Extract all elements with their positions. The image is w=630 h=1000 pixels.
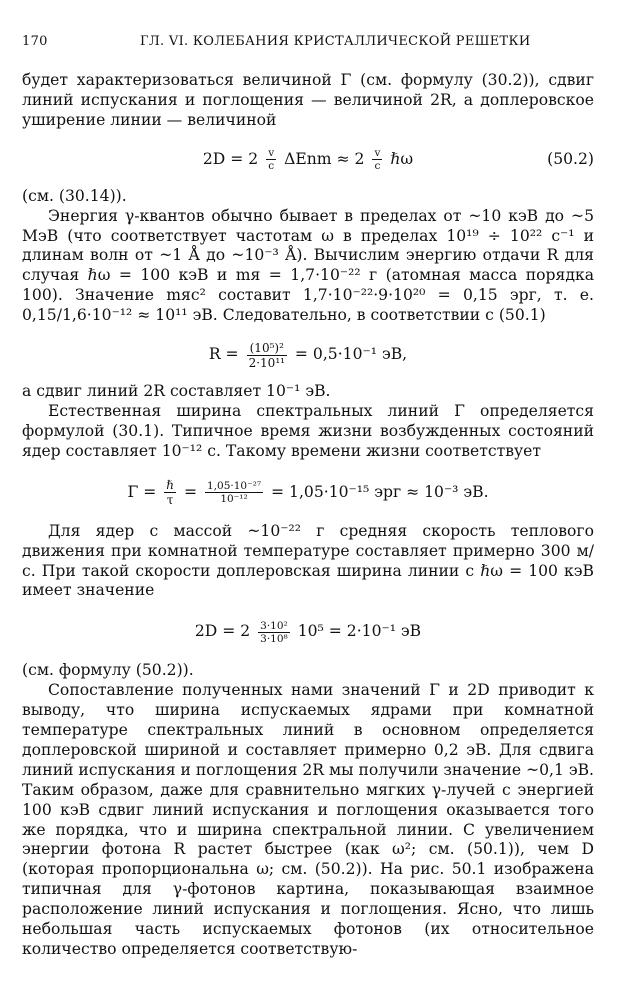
running-header [22, 34, 600, 54]
equation-doppler [22, 609, 594, 653]
equation-number: (50.2) [547, 149, 594, 168]
paragraph-5: Естественная ширина спектральных линий Γ определяется формулой (30.1). Типичное время жизни возбужденных состояний ядер составляет 10⁻¹² с. Такому времени жизни соответствует [22, 401, 594, 460]
eq-r-fraction [247, 341, 287, 370]
paragraph-1: будет характеризоваться величиной Γ (см. формулу (30.2)), сдвиг линий испускания и поглощения — величиной 2R, а доплеровское уширение линии — величиной [22, 71, 594, 129]
eq-g-f1-num: ℏ [166, 478, 174, 493]
paragraph-4: а сдвиг линий 2R составляет 10⁻¹ эВ. [22, 382, 331, 401]
eq-50-2-rhs: ℏω [390, 149, 414, 168]
eq-r-rhs: = 0,5·10⁻¹ эВ, [294, 345, 408, 364]
eq-g-f2-den: 10⁻¹² [220, 493, 248, 506]
eq-50-2-mid: ΔEnm ≈ 2 [284, 149, 365, 168]
paragraph-8: Сопоставление полученных нами значений Γ и 2D приводит к выводу, что ширина испускаемых ядрами при комнатной температуре спектральных линий в основном определяется доплеровской шириной и составляет примерно 0,2 эВ. Для сдвига линий испускания и поглощения 2R мы получили значение ~0,1 эВ. Таким образом, даже для сравнительно мягких γ-лучей с энергией 100 кэВ сдвиг линий испускания и поглощения оказывается того же порядка, что и ширина спектральной линии. С увеличением энергии фотона R растет быстрее (как ω²; см. (50.1)), чем D (которая пропорциональна ω; см. (50.2)). На рис. 50.1 изображена типичная для γ-фотонов картина, показывающая взаимное расположение линий испускания и поглощения. Ясно, что лишь небольшая часть испускаемых фотонов (их относительное количество определяется соответствую- [22, 681, 595, 958]
eq-50-2-frac1-den: c [268, 160, 275, 173]
eq-g-fraction-1 [164, 478, 176, 507]
eq-50-2-frac1-num: v [268, 147, 275, 160]
eq-d-fraction [258, 620, 290, 645]
paragraph-2: (см. (30.14)). [22, 186, 127, 205]
eq-r-lhs: R = [208, 345, 239, 364]
eq-50-2-fraction-1 [266, 147, 276, 172]
page-number: 170 [22, 34, 48, 49]
paragraph-3: Энергия γ-квантов обычно бывает в пределах от ~10 кэВ до ~5 МэВ (что соответствует частотам ω в пределах 10¹⁹ ÷ 10²² с⁻¹ и длинам волн от ~1 Å до ~10⁻³ Å). Вычислим энергию отдачи R для случая ℏω = 100 кэВ и mя = 1,7·10⁻²² г (атомная масса порядка 100). Значение mяc² составит 1,7·10⁻²²·9·10²⁰ = 0,15 эрг, т. е. 0,15/1,6·10⁻¹² ≈ 10¹¹ эВ. Следовательно, в соответствии с (50.1) [22, 206, 594, 325]
eq-d-rhs: 10⁵ = 2·10⁻¹ эВ [297, 622, 422, 641]
equation-50-2 [22, 139, 594, 179]
eq-50-2-frac2-den: c [374, 160, 381, 173]
eq-g-lhs: Γ = [127, 482, 157, 501]
eq-d-den: 3·10⁸ [260, 632, 288, 645]
page-body [22, 71, 594, 960]
eq-g-fraction-2 [205, 480, 263, 505]
eq-r-num: (10⁵)² [247, 341, 287, 356]
eq-d-num: 3·10² [260, 619, 288, 632]
eq-g-f1-den: τ [166, 493, 174, 508]
eq-d-lhs: 2D = 2 [194, 622, 251, 641]
paragraph-7: (см. формулу (50.2)). [22, 661, 194, 680]
eq-50-2-frac2-num: v [374, 147, 381, 160]
eq-r-den: 2·10¹¹ [248, 355, 285, 370]
paragraph-6: Для ядер с массой ~10⁻²² г средняя скорость теплового движения при комнатной температуре составляет примерно 300 м/с. При такой скорости доплеровская ширина линии с ℏω = 100 кэВ имеет значение [22, 521, 594, 600]
equation-recoil [22, 334, 594, 374]
eq-g-f2-num: 1,05·10⁻²⁷ [207, 480, 262, 493]
eq-50-2-fraction-2 [372, 147, 382, 172]
chapter-title: ГЛ. VI. КОЛЕБАНИЯ КРИСТАЛЛИЧЕСКОЙ РЕШЕТКИ [140, 34, 531, 49]
eq-g-equals: = [183, 482, 198, 501]
eq-g-rhs: = 1,05·10⁻¹⁵ эрг ≈ 10⁻³ эВ. [271, 482, 489, 501]
eq-50-2-lhs: 2D = 2 [202, 149, 259, 168]
equation-gamma [22, 470, 594, 514]
